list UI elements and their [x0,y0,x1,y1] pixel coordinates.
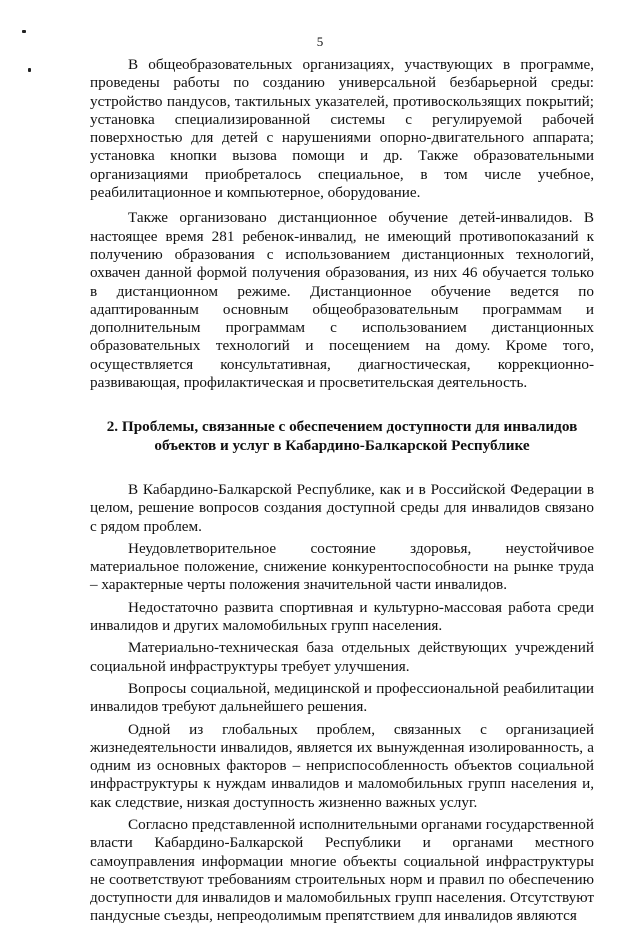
page-number: 5 [316,34,324,49]
section-heading-line: 2. Проблемы, связанные с обеспечением доступности для инвалидов [106,418,578,436]
scan-artifact-mark [22,30,26,33]
paragraph: В общеобразовательных организациях, участвующих в программе, проведены работы по созданию универсальной безбарьерной среды: устройство пандусов, тактильных указателей, противоскользящих покрытий; установка специализированной системы с регулируемой рабочей поверхностью для детей с нарушениями опорно-двигательного аппарата; установка кнопки вызова помощи и др. Также образовательными организациями приобреталось специальное, в том числе учебное, реабилитационное и компьютерное, оборудование. [90,56,594,202]
section-heading-line: объектов и услуг в Кабардино-Балкарской Республике [154,436,530,454]
paragraph: Согласно представленной исполнительными органами государственной власти Кабардино-Балкарской Республики и органами местного самоуправления информации многие объекты социальной инфраструктуры не соответствуют требованиям строительных норм и правил по обеспечению доступности для инвалидов и маломобильных групп населения. Отсутствуют пандусные съезды, непреодолимым препятствием для инвалидов являются [90,815,594,925]
paragraph: В Кабардино-Балкарской Республике, как и в Российской Федерации в целом, решение вопросов создания доступной среды для инвалидов связано с рядом проблем. [90,480,594,535]
paragraph: Недостаточно развита спортивная и культурно-массовая работа среди инвалидов и других маломобильных групп населения. [90,598,594,635]
paragraph: Вопросы социальной, медицинской и профессиональной реабилитации инвалидов требуют дальнейшего решения. [90,679,594,716]
section-heading [90,418,594,455]
page-content [90,56,594,926]
scan-artifact-mark [28,68,31,72]
paragraph: Одной из глобальных проблем, связанных с организацией жизнедеятельности инвалидов, является их вынужденная изолированность, а одним из основных факторов – неприспособленность объектов социальной инфраструктуры к нуждам инвалидов и маломобильных групп населения и, как следствие, низкая доступность жизненно важных услуг. [90,720,594,811]
paragraph: Материально-техническая база отдельных действующих учреждений социальной инфраструктуры требует улучшения. [90,639,594,675]
paragraph: Неудовлетворительное состояние здоровья, неустойчивое материальное положение, снижение конкурентоспособности на рынке труда – характерные черты положения значительной части инвалидов. [90,539,594,594]
paragraph: Также организовано дистанционное обучение детей-инвалидов. В настоящее время 281 ребенок-инвалид, не имеющий противопоказаний к получению образования с использованием дистанционных технологий, охвачен данной формой получения образования, из них 46 обучается только в дистанционном режиме. Дистанционное обучение ведется по адаптированным основным общеобразовательным программам и дополнительным программам с использованием дистанционных образовательных технологий и посещением на дому. Кроме того, осуществляется консультативная, диагностическая, коррекционно-развивающая, профилактическая и просветительская деятельность. [90,209,594,392]
